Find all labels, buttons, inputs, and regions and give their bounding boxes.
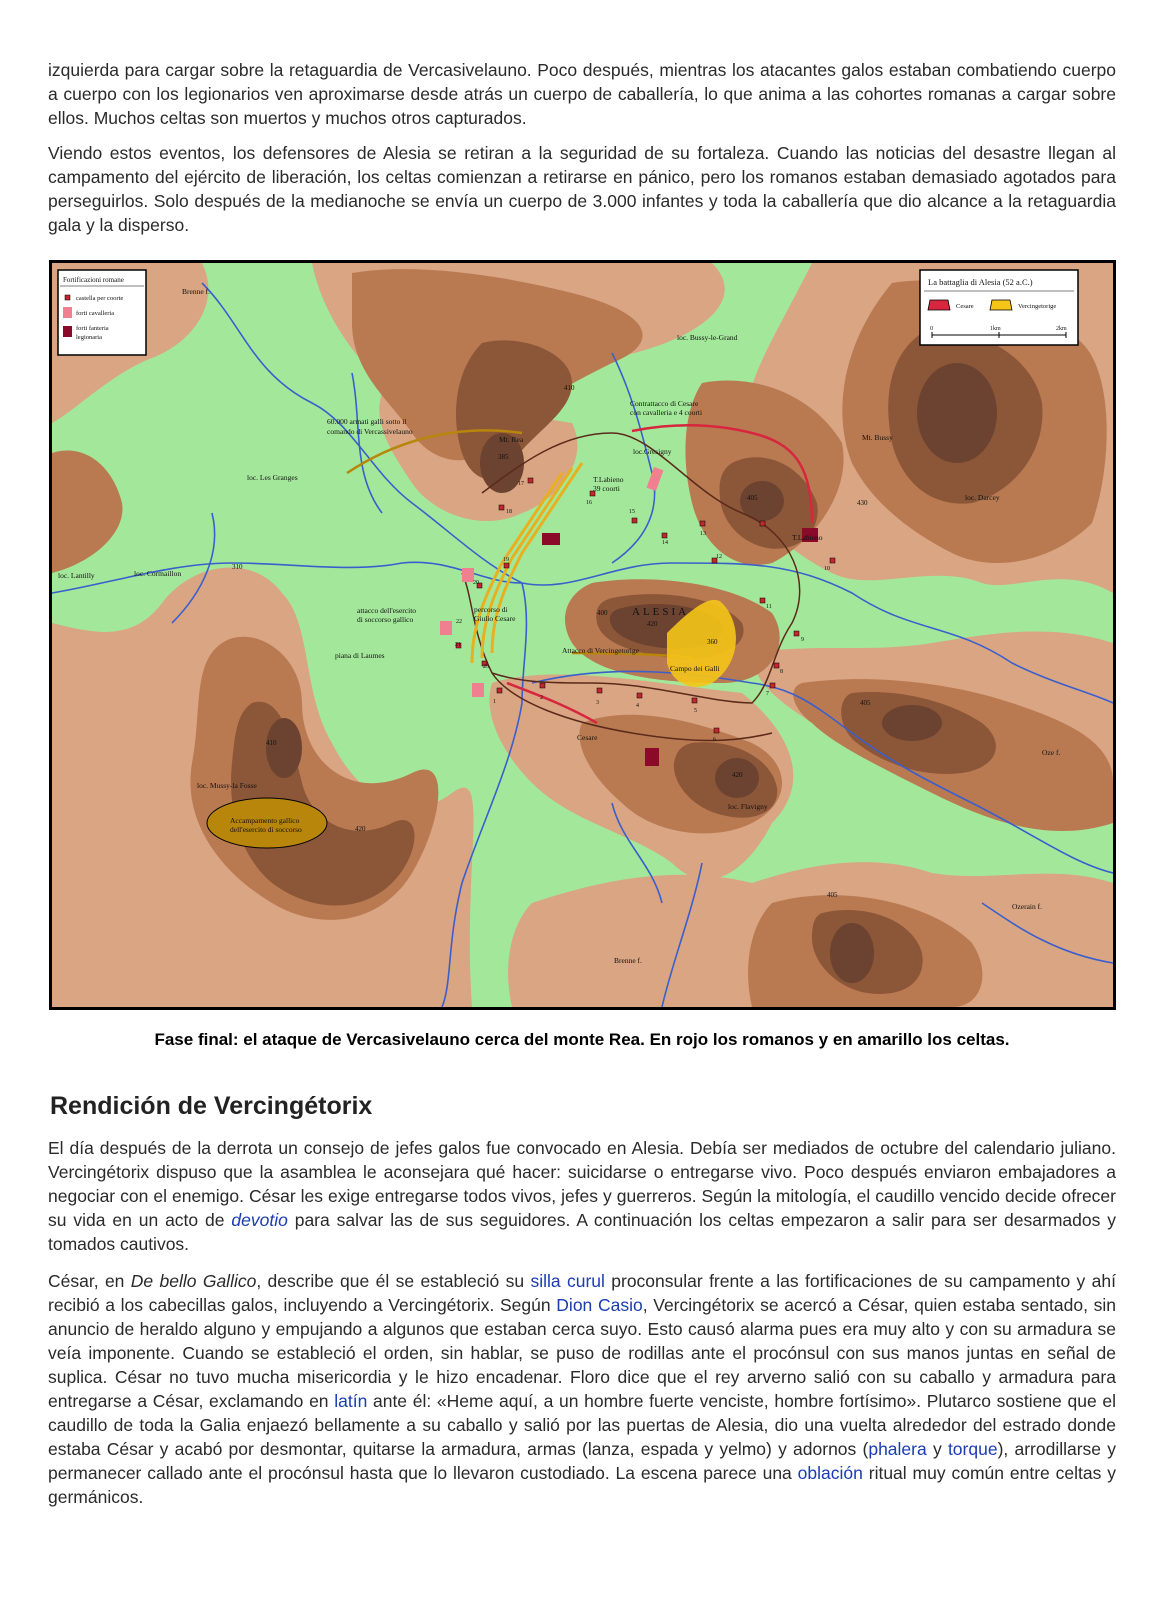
elev-360: 360 xyxy=(707,638,718,646)
legend-cavalry-swatch xyxy=(63,307,72,318)
castellum-number: 11 xyxy=(766,604,772,610)
link-devotio[interactable] xyxy=(231,1210,287,1230)
castellum-number: 16 xyxy=(586,500,592,506)
paragraph-4-text-h: ritual muy común entre celtas y germánicos. xyxy=(48,1463,1116,1507)
label-brenne-bottom: Brenne f. xyxy=(614,956,642,965)
paragraph-1-text: izquierda para cargar sobre la retaguardia de Vercasivelauno. Poco después, mientras los atacantes galos estaban combatiendo cuerpo a cuerpo con los legionarios ven aproximarse desde atrás un cuerpo de caballería, lo que anima a las cohortes romanas a cargar sobre ellos. Muchos celtas son muertos y muchos otros capturados. xyxy=(48,60,1116,128)
label-les-granges: loc. Les Granges xyxy=(247,473,298,482)
elev-405c: 405 xyxy=(827,891,838,899)
castellum-number: 7 xyxy=(766,691,769,697)
scale-0: 0 xyxy=(930,326,933,332)
elev-310: 310 xyxy=(232,563,243,571)
label-mussy: loc. Mussy-la Fosse xyxy=(197,781,257,790)
legend-infantry-label: forti fanteria xyxy=(76,325,109,332)
paragraph-2 xyxy=(48,141,1116,237)
fort-legionary xyxy=(645,748,659,766)
label-army-line2: comando di Vercassivelauno xyxy=(327,427,413,436)
castellum-number: 18 xyxy=(506,509,512,515)
label-accamp-1: Accampamento gallico xyxy=(230,816,300,825)
map-svg xyxy=(52,263,1113,1007)
paragraph-4-text-b: , describe que él se estableció su xyxy=(256,1271,531,1291)
legend-left-title: Fortificazioni romane xyxy=(63,276,124,284)
legend-vercingetorige-swatch xyxy=(990,300,1012,310)
elev-410b: 410 xyxy=(266,739,277,747)
link-latin[interactable]: latín xyxy=(334,1391,368,1411)
castellum-number: 20 xyxy=(473,580,479,586)
link-devotio-text: devotio xyxy=(231,1210,288,1230)
paragraph-4-text-a: César, en xyxy=(48,1271,131,1291)
paragraph-4-text-d: , Vercingétorix se acercó a César, quien estaba sentado, sin anuncio de heraldo alguno y empujando a algunos que estaban cerca suyo. Esto causó alarma pues era muy alto y con su armadura se veía imponente. Cuando se estableció el orden, sin hablar, se puso de rodillas ante el procónsul con sus manos juntas en señal de suplica. César no tuvo mucha misericordia y le hizo encadenar. Floro dice que el rey arverno salió con su caballo y armadura para entregarse a César, exclamando en xyxy=(48,1295,1116,1411)
castellum-number: 17 xyxy=(518,481,524,487)
figure-caption: Fase final: el ataque de Vercasivelauno cerca del monte Rea. En rojo los romanos y en amarillo los celtas. xyxy=(154,1030,1010,1049)
label-army-line1: 60.000 armati galli sotto il xyxy=(327,417,407,426)
label-oze: Oze f. xyxy=(1042,748,1061,757)
label-contrattacco-2: con cavalleria e 4 coorti xyxy=(630,408,703,417)
legend-fortifications xyxy=(58,270,146,355)
paragraph-2-text: Viendo estos eventos, los defensores de Alesia se retiran a la seguridad de su fortaleza. Cuando las noticias del desastre llegan al campamento del ejército de liberación, los celtas comienzan a retirarse en pánico, pero los romanos estaban demasiado agotados para perseguirlos. Solo después de la medianoche se envía un cuerpo de 3.000 infantes y toda la caballería que dio alcance a la retaguardia gala y la disperso. xyxy=(48,143,1116,235)
label-contrattacco-1: Contrattacco di Cesare xyxy=(630,399,699,408)
elev-405b: 405 xyxy=(860,699,871,707)
label-gresigny: loc.Gresigny xyxy=(633,447,672,456)
paragraph-4-text-c: proconsular frente a las fortificaciones de su campamento y ahí recibió a los cabecillas galos, incluyendo a Vercingétorix. Según xyxy=(48,1271,1116,1315)
castellum-number: 15 xyxy=(629,509,635,515)
castellum-number: 23 xyxy=(483,664,489,670)
paragraph-3 xyxy=(48,1136,1116,1256)
label-labieno-1: T.Labieno xyxy=(593,475,624,484)
castellum-number: 14 xyxy=(662,540,668,546)
elev-405: 405 xyxy=(747,494,758,502)
fort-legionary xyxy=(542,533,560,545)
legend-right-title: La battaglia di Alesia (52 a.C.) xyxy=(928,277,1033,287)
legend-cesare-swatch xyxy=(928,300,950,310)
legend-castella-swatch xyxy=(65,295,70,300)
legend-infantry-swatch xyxy=(63,326,72,337)
scale-2km: 2km xyxy=(1056,326,1067,332)
paragraph-1 xyxy=(48,58,1116,130)
label-cormaillon: loc. Cormaillon xyxy=(134,569,182,578)
label-mt-bussy: Mt. Bussy xyxy=(862,433,893,442)
fort-cavalry xyxy=(472,683,484,697)
castellum-number: 6 xyxy=(713,737,716,743)
label-darcey: loc. Darcey xyxy=(965,493,1000,502)
legend-infantry-label-2: legionaria xyxy=(76,334,102,341)
label-cesare: Cesare xyxy=(577,733,598,742)
label-mt-rea: Mt. Rea xyxy=(499,435,524,444)
link-silla-curul[interactable]: silla curul xyxy=(530,1271,605,1291)
label-alesia: ALESIA xyxy=(632,606,690,618)
castellum-number: 12 xyxy=(716,554,722,560)
legend-vercingetorige-label: Vercingetorige xyxy=(1018,303,1057,310)
elev-420c: 420 xyxy=(355,825,366,833)
paragraph-4-text-g: ), arrodillarse y permanecer callado ante el procónsul hasta que lo llevaron custodiado. La escena parece una xyxy=(48,1439,1117,1483)
castellum-number: 9 xyxy=(801,637,804,643)
label-lantilly: loc. Lantilly xyxy=(58,571,95,580)
fort-cavalry xyxy=(440,621,452,635)
paragraph-3-text-b: para salvar las de sus seguidores. A continuación los celtas empezaron a salir para ser desarmados y tomados cautivos. xyxy=(48,1210,1116,1254)
legend-castella-label: castella per coorte xyxy=(76,295,124,302)
book-title-italic: De bello Gallico xyxy=(130,1271,257,1291)
link-torque[interactable]: torque xyxy=(947,1439,998,1459)
scale-1km: 1km xyxy=(990,326,1001,332)
label-accamp-2: dell'esercito di soccorso xyxy=(230,825,302,834)
castellum-number: 22 xyxy=(456,619,462,625)
label-attacco-2: di soccorso gallico xyxy=(357,615,414,624)
paragraph-4 xyxy=(48,1269,1116,1509)
link-dion-casio[interactable]: Dion Casio xyxy=(556,1295,643,1315)
label-percorso-2: Giulio Cesare xyxy=(474,614,516,623)
label-flavigny: loc. Flavigny xyxy=(728,802,768,811)
label-ozerain: Ozerain f. xyxy=(1012,902,1042,911)
label-brenne-top: Brenne f. xyxy=(182,287,210,296)
label-piana: piana di Laumes xyxy=(335,651,385,660)
paragraph-3-text-a: El día después de la derrota un consejo de jefes galos fue convocado en Alesia. Debía ser mediados de octubre del calendario juliano. Vercingétorix dispuso que la asamblea le aconsejara qué hacer: suicidarse o entregarse vivo. Poco después enviaron embajadores a negociar con el enemigo. César les exige entregarse todos vivos, jefes y guerreros. Según la mitología, el caudillo vencido decide ofrecer su vida en un acto de xyxy=(48,1138,1116,1230)
castellum-number: 21 xyxy=(455,642,461,648)
castellum-number: 3 xyxy=(596,700,599,706)
label-attacco-1: attacco dell'esercito xyxy=(357,606,417,615)
legend-cesare-label: Cesare xyxy=(956,303,974,310)
legend-battle xyxy=(920,270,1078,345)
legend-cavalry-label: forti cavalleria xyxy=(76,310,115,317)
elev-410: 410 xyxy=(564,384,575,392)
paragraph-4-text-e: ante él: «Heme aquí, a un hombre fuerte venciste, hombre fortísimo». Plutarco sostiene que el caudillo de toda la Galia enjaezó bellamente a su caballo y salió por las puertas de Alesia, dio una vuelta alrededor del estrado donde estaba César y acabó por desmontar, quitarse la armadura, armas (lanza, espada y yelmo) y adornos ( xyxy=(48,1391,1116,1459)
label-t-labieno: T.Labieno xyxy=(792,533,823,542)
castellum-number: 2 xyxy=(540,695,543,701)
elev-420: 420 xyxy=(647,620,658,628)
elev-430: 430 xyxy=(857,499,868,507)
label-bussy-grand: loc. Bussy-le-Grand xyxy=(677,333,738,342)
label-attacco-verc: Attacco di Vercingetorige xyxy=(562,646,639,655)
alesia-battle-map xyxy=(49,260,1116,1010)
elev-400: 400 xyxy=(597,609,608,617)
castellum-number: 5 xyxy=(694,708,697,714)
label-campo-galli: Campo dei Galli xyxy=(670,664,720,673)
castellum-number: 10 xyxy=(824,566,830,572)
section-heading: Rendición de Vercingétorix xyxy=(50,1092,373,1120)
link-phalera[interactable]: phalera xyxy=(868,1439,927,1459)
label-percorso-1: percorso di xyxy=(474,605,508,614)
castellum-number: 1 xyxy=(493,699,496,705)
label-labieno-2: 39 coorti xyxy=(593,484,620,493)
castellum-number: 8 xyxy=(780,669,783,675)
link-oblacion[interactable]: oblación xyxy=(797,1463,863,1483)
castellum-number: 13 xyxy=(700,531,706,537)
castellum-number: 4 xyxy=(636,703,639,709)
paragraph-4-text-f: y xyxy=(926,1439,948,1459)
elev-385: 385 xyxy=(498,453,509,461)
castellum-number: 19 xyxy=(503,557,509,563)
elev-420b: 420 xyxy=(732,771,743,779)
